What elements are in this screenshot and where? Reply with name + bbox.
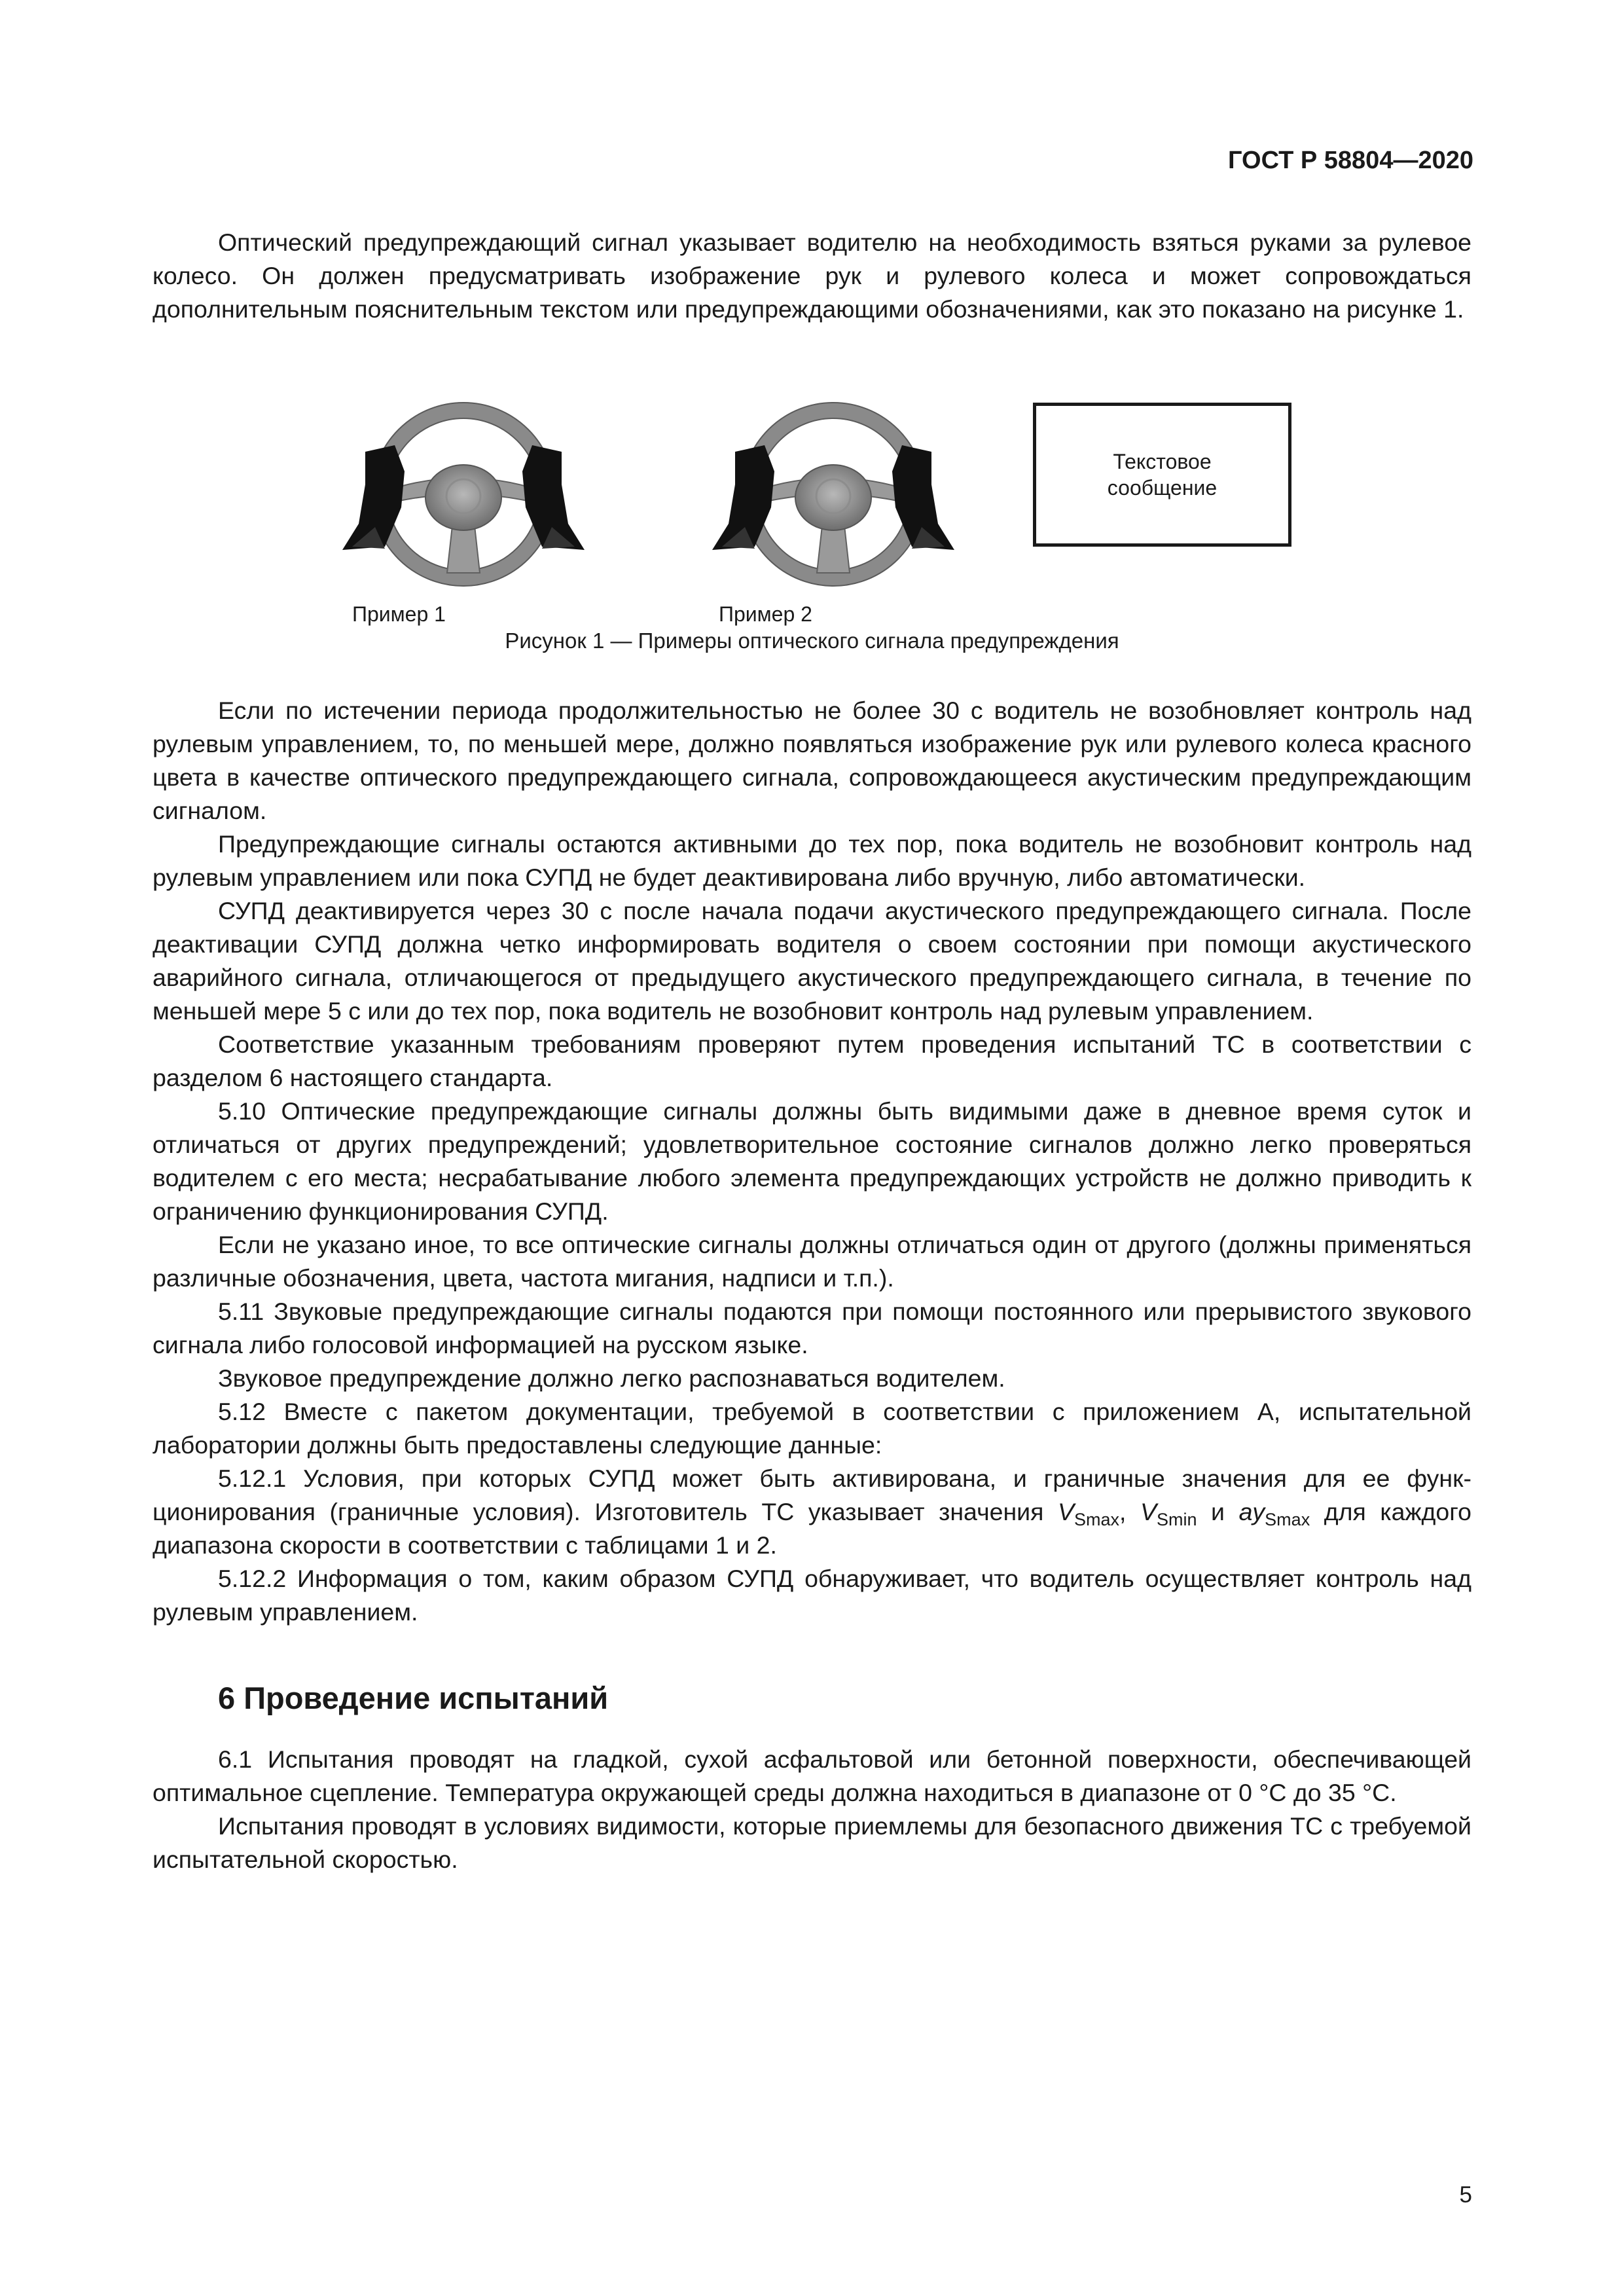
paragraph-2: Предупреждающие сигналы остаются активными до тех пор, пока водитель не возобновит контроль над рулевым управлением или пока СУПД не будет деактивирована либо вручную, либо автоматически. <box>153 830 1471 891</box>
paragraph-6-1-b: Испытания проводят в условиях видимости, которые приемлемы для безопасного движения ТС с требуемой испытательной скоростью. <box>153 1812 1471 1873</box>
figure-caption: Рисунок 1 — Примеры оптического сигнала предупреждения <box>505 629 1119 653</box>
paragraph-5-12-1: 5.12.1 Условия, при которых СУПД может быть активирована, и граничные значения для ее функционирования (граничные условия). Изготовитель ТС указывает значения $V_{Smax}$, $V_{Smin}$ и $ay_{Smax}$ для каждого диапазона скорости в соответствии с таблицами 1 и 2. <box>153 1465 1471 1559</box>
steering-wheel-hands-icon-2 <box>709 393 958 596</box>
paragraph-1: Если по истечении периода продолжительностью не более 30 с водитель не возобновляет контроль над рулевым управлением, то, по меньшей мере, должно появляться изображение рук или рулевого колеса красного цвета в качестве оптического предупреждающего сигнала, сопровождающееся акустическим предупреждающим сигналом. <box>153 697 1471 824</box>
figure-1 <box>153 393 1471 668</box>
paragraph-5-10-b: Если не указано иное, то все оптические сигналы должны отличаться один от другого (должны применяться различные обозначения, цвета, частота мигания, надписи и т.п.). <box>153 1231 1471 1292</box>
example-2-label: Пример 2 <box>719 602 812 626</box>
section-6-heading: 6 Проведение испытаний <box>218 1681 609 1715</box>
paragraph-3: СУПД деактивируется через 30 с после начала подачи акустического предупреждающего сигнала. После деактивации СУПД должна четко информировать водителя о своем состоянии при помощи акустического аварийного сигнала, отличающегося от предыдущего акустического предупреждающего сигнала, в течение по меньшей мере 5 с или до тех пор, пока водитель не возобновит контроль над рулевым управлением. <box>153 897 1471 1025</box>
paragraph-5-11-b: Звуковое предупреждение должно легко распознаваться водителем. <box>218 1364 1005 1392</box>
document-id-header: ГОСТ Р 58804—2020 <box>1228 147 1473 174</box>
page-number: 5 <box>1459 2182 1472 2208</box>
text-message-box <box>1033 403 1291 547</box>
textbox-line-1: Текстовое <box>1113 450 1212 473</box>
paragraph-4: Соответствие указанным требованиям проверяют путем проведения испытаний ТС в соответствии с разделом 6 настоящего стандарта. <box>153 1030 1471 1091</box>
intro-section <box>153 226 1471 326</box>
paragraph-5-10: 5.10 Оптические предупреждающие сигналы должны быть видимыми даже в дневное время суток и отличаться от других предупреждений; удовлетворительное состояние сигналов должно легко проверяться водителем с его места; несрабатывание любого элемента предупреждающих устройств не должно приводить к ограничению функционирования СУПД. <box>153 1097 1471 1225</box>
example-1-label: Пример 1 <box>352 602 446 626</box>
paragraph-6-1: 6.1 Испытания проводят на гладкой, сухой асфальтовой или бетонной поверхности, обеспечивающей оптимальное сцепление. Температура окружающей среды должна находиться в диапазоне от 0 °С до 35 °С. <box>153 1745 1471 1806</box>
paragraph-5-12: 5.12 Вместе с пакетом документации, требуемой в соответствии с приложением А, испытательной лаборатории должны быть предоставлены следующие данные: <box>153 1398 1471 1459</box>
paragraph-5-12-2: 5.12.2 Информация о том, каким образом СУПД обнаруживает, что водитель осуществляет контроль над рулевым управлением. <box>153 1565 1471 1626</box>
steering-wheel-hands-icon <box>339 393 588 596</box>
textbox-line-2: сообщение <box>1107 476 1218 500</box>
main-section <box>153 694 1471 1876</box>
paragraph-5-11: 5.11 Звуковые предупреждающие сигналы подаются при помощи постоянного или прерывистого звукового сигнала либо голосовой информацией на русском языке. <box>153 1298 1471 1358</box>
intro-paragraph: Оптический предупреждающий сигнал указывает водителю на необходимость взяться руками за рулевое колесо. Он должен предусматривать изображение рук и рулевого колеса и может сопровождаться дополнительным пояснительным текстом или предупреждающими обозначениями, как это показано на рисунке 1. <box>153 228 1471 323</box>
